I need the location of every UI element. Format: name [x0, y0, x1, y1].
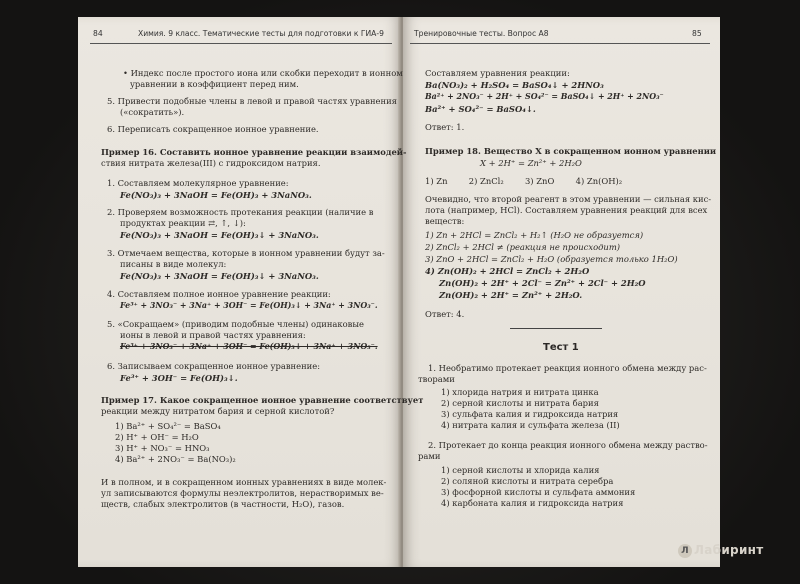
answer-option: 2) серной кислоты и нитрата бария — [441, 398, 599, 408]
equation-line: Zn(OH)₂ + 2H⁺ + 2Cl⁻ = Zn²⁺ + 2Cl⁻ + 2H₂O — [439, 278, 646, 288]
question-text: творами — [418, 374, 455, 384]
right-header-rule — [410, 43, 710, 44]
equation-line: Fe(NO₃)₃ + 3NaOH = Fe(OH)₃↓ + 3NaNO₃. — [120, 271, 319, 281]
text-line: ществ, слабых электролитов (в частности, H₂O), газов. — [101, 499, 345, 509]
equation-line: Ba²⁺ + SO₄²⁻ = BaSO₄↓. — [425, 104, 536, 114]
text-line: ул записываются формулы неэлектролитов, нерастворимых ве- — [101, 488, 384, 498]
equation-line: 4) Zn(OH)₂ + 2HCl = ZnCl₂ + 2H₂O — [425, 266, 590, 276]
answer-text: Ответ: 4. — [425, 309, 465, 319]
answer-option: 1) хлорида натрия и нитрата цинка — [441, 387, 599, 397]
text-line: продуктах реакции ⇄, ↑, ↓): — [120, 218, 246, 228]
left-page-number: 84 — [93, 29, 103, 38]
answer-option: 3) H⁺ + NO₃⁻ = HNO₃ — [115, 443, 210, 453]
text-line: 5. Привести подобные члены в левой и правой частях уравнения — [107, 96, 397, 106]
section-divider — [510, 328, 602, 329]
text-line: 6. Переписать сокращенное ионное уравнение. — [107, 124, 319, 134]
text-line: Составляем уравнения реакции: — [425, 68, 570, 78]
equation-line: 2) ZnCl₂ + 2HCl ≠ (реакция не происходит) — [425, 242, 621, 252]
question-text: 1. Необратимо протекает реакция ионного обмена между рас- — [428, 363, 707, 373]
answer-option: 1) Ba²⁺ + SO₄²⁻ = BaSO₄ — [115, 421, 221, 431]
text-line: реакции между нитратом бария и серной кислотой? — [101, 406, 335, 416]
example-heading: Пример 17. Какое сокращенное ионное уравнение соответствует — [101, 395, 424, 405]
equation-line: Fe³⁺ + 3OH⁻ = Fe(OH)₃↓. — [120, 373, 238, 383]
text-line: 5. «Сокращаем» (приводим подобные члены) одинаковые — [107, 319, 365, 329]
equation-line: Fe³⁺ + 3NO₃⁻ + 3Na⁺ + 3OH⁻ = Fe(OH)₃↓ + 3Na⁺ + 3NO₃⁻. — [120, 301, 378, 310]
equation-line: Ba²⁺ + 2NO₃⁻ + 2H⁺ + SO₄²⁻ = BaSO₄↓ + 2H⁺ + 2NO₃⁻ — [425, 92, 664, 101]
question-text: 2. Протекает до конца реакция ионного обмена между раство- — [428, 440, 708, 450]
labirint-watermark — [678, 543, 764, 558]
left-page-header: Химия. 9 класс. Тематические тесты для подготовки к ГИА-9 — [138, 29, 384, 38]
text-line: писаны в виде молекул: — [120, 259, 227, 269]
answer-option: 4) карбоната калия и гидроксида натрия — [441, 498, 624, 508]
text-line: 3. Отмечаем вещества, которые в ионном уравнении будут за- — [107, 248, 385, 258]
text-line: • Индекс после простого иона или скобки переходит в ионном — [123, 68, 403, 78]
equation-line: Fe(NO₃)₃ + 3NaOH = Fe(OH)₃ + 3NaNO₃. — [120, 190, 312, 200]
text-line: 1. Составляем молекулярное уравнение: — [107, 178, 289, 188]
answer-options-row: 1) Zn 2) ZnCl₂ 3) ZnO 4) Zn(OH)₂ — [425, 176, 623, 186]
answer-option: 4) нитрата калия и сульфата железа (II) — [441, 420, 620, 430]
text-line: веществ: — [425, 216, 465, 226]
example-heading: Пример 16. Составить ионное уравнение реакции взаимодей- — [101, 147, 407, 157]
example-heading: Пример 18. Вещество X в сокращенном ионном уравнении — [425, 146, 717, 156]
text-line: И в полном, и в сокращенном ионных уравнениях в виде молек- — [101, 477, 387, 487]
right-page-number: 85 — [692, 29, 702, 38]
answer-text: Ответ: 1. — [425, 122, 465, 132]
equation-line: Fe(NO₃)₃ + 3NaOH = Fe(OH)₃↓ + 3NaNO₃. — [120, 230, 319, 240]
text-line: («сократить»). — [120, 107, 185, 117]
equation-line: 3) ZnO + 2HCl = ZnCl₂ + H₂O (образуется только 1H₂O) — [425, 254, 678, 264]
answer-option: 2) H⁺ + OH⁻ = H₂O — [115, 432, 199, 442]
text-line: 2. Проверяем возможность протекания реакции (наличие в — [107, 207, 374, 217]
text-line: ионы в левой и правой частях уравнения: — [120, 330, 306, 340]
equation-line: 1) Zn + 2HCl = ZnCl₂ + H₂↑ (H₂O не образуется) — [425, 230, 644, 240]
answer-option: 3) сульфата калия и гидроксида натрия — [441, 409, 619, 419]
answer-option: 1) серной кислоты и хлорида калия — [441, 465, 600, 475]
text-line: уравнении в коэффициент перед ним. — [130, 79, 299, 89]
right-page-header: Тренировочные тесты. Вопрос А8 — [414, 29, 549, 38]
labirint-logo-icon: Л — [678, 544, 692, 558]
watermark-text: Лабиринт — [694, 543, 764, 557]
text-line: Очевидно, что второй реагент в этом уравнении — сильная кис- — [425, 194, 712, 204]
answer-option: 3) фосфорной кислоты и сульфата аммония — [441, 487, 636, 497]
question-text: рами — [418, 451, 441, 461]
equation-line: Ba(NO₃)₂ + H₂SO₄ = BaSO₄↓ + 2HNO₃ — [425, 80, 604, 90]
equation-line: X + 2H⁺ = Zn²⁺ + 2H₂O — [480, 158, 582, 168]
test-title: Тест 1 — [543, 342, 579, 353]
text-line: лота (например, HCl). Составляем уравнения реакций для всех — [425, 205, 708, 215]
answer-option: 2) соляной кислоты и нитрата серебра — [441, 476, 614, 486]
text-line: 6. Записываем сокращенное ионное уравнение: — [107, 361, 321, 371]
equation-line: Zn(OH)₂ + 2H⁺ = Zn²⁺ + 2H₂O. — [439, 290, 583, 300]
equation-line: Fe³⁺ + 3NO₃⁻ + 3Na⁺ + 3OH⁻ = Fe(OH)₃↓ + 3Na⁺ + 3NO₃⁻. — [120, 342, 378, 351]
left-header-rule — [90, 43, 392, 44]
text-line: 4. Составляем полное ионное уравнение реакции: — [107, 289, 331, 299]
answer-option: 4) Ba²⁺ + 2NO₃⁻ = Ba(NO₃)₂ — [115, 454, 236, 464]
text-line: ствия нитрата железа(III) с гидроксидом натрия. — [101, 158, 321, 168]
